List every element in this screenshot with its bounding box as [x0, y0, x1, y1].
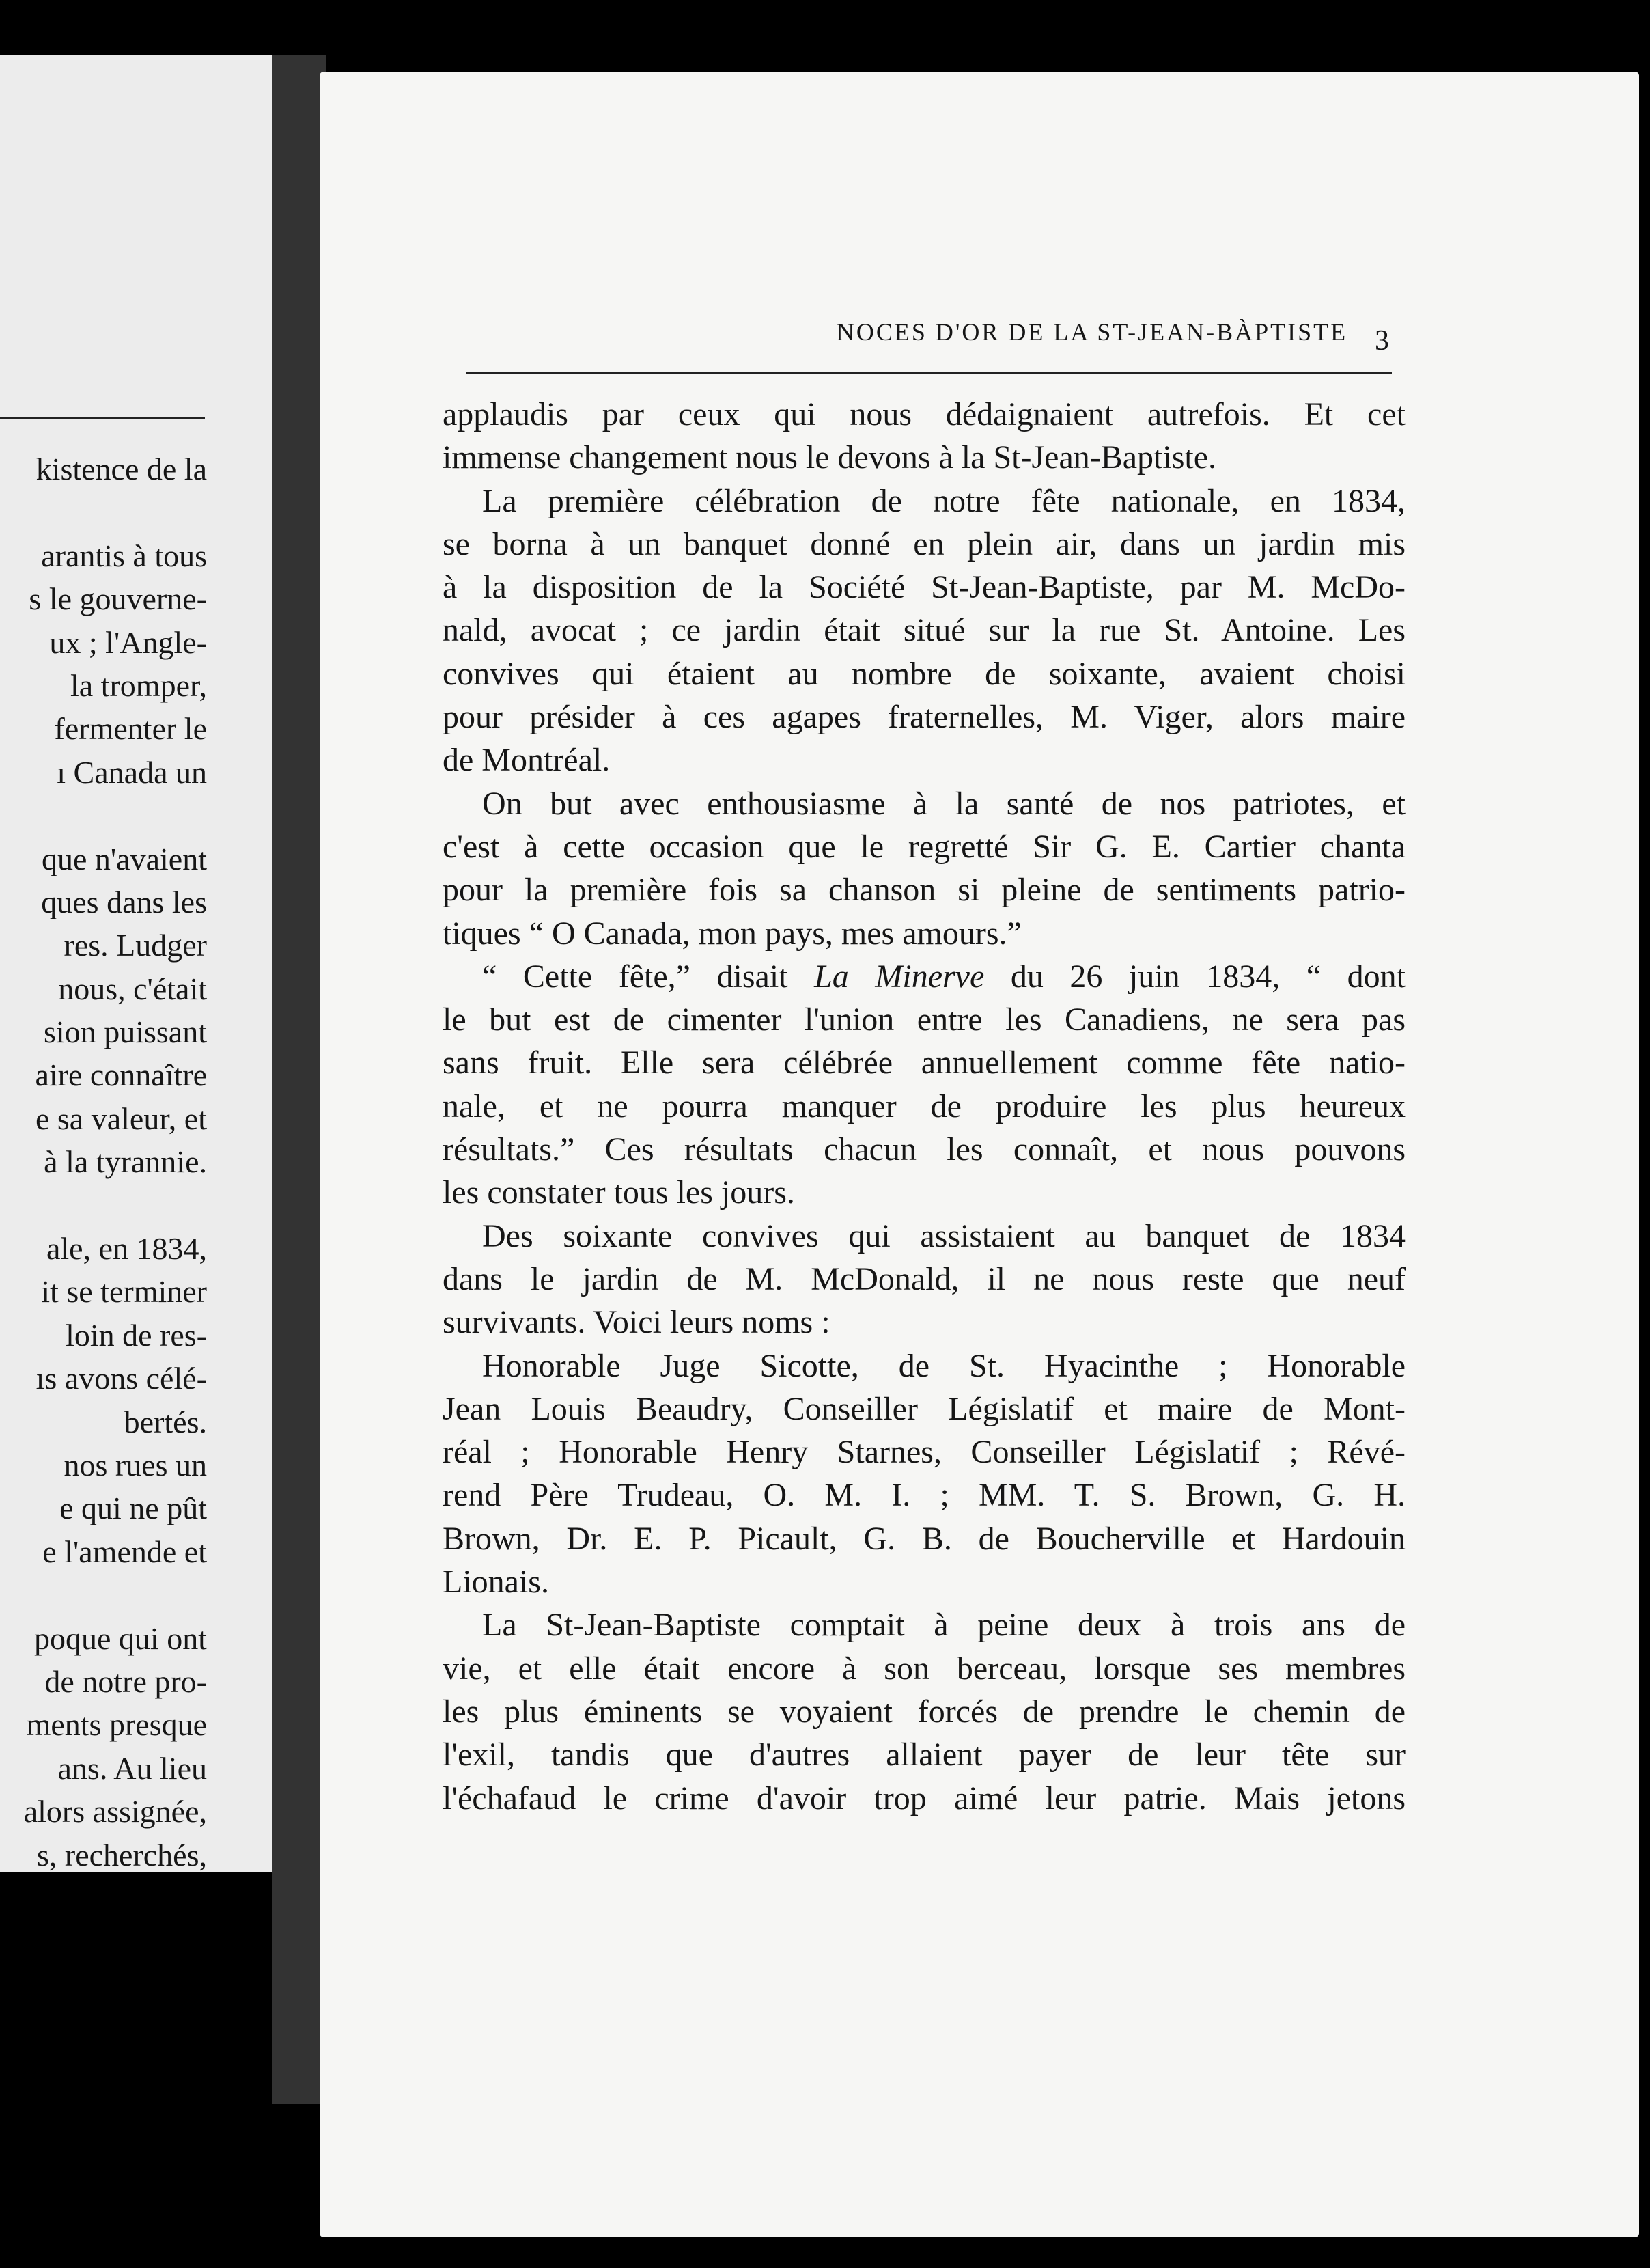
left-page-line: ıs avons célé-: [36, 1361, 207, 1396]
text-line: “ Cette fête,” disait La Minerve du 26 juin 1834, “ dont: [482, 958, 1406, 995]
left-page-line: ans. Au lieu: [57, 1750, 207, 1786]
text-line: sans fruit. Elle sera célébrée annuellement comme fête natio-: [443, 1045, 1406, 1081]
left-page-line: bertés.: [124, 1404, 207, 1439]
left-page-line: arantis à tous: [41, 538, 207, 573]
text-line: La première célébration de notre fête nationale, en 1834,: [482, 482, 1406, 519]
text-line: de Montréal.: [443, 742, 611, 779]
text-line: à la disposition de la Société St-Jean-Baptiste, par M. McDo-: [443, 569, 1406, 606]
header-rule: [466, 372, 1392, 374]
left-page-line: nos rues un: [64, 1447, 207, 1482]
left-page: [0, 55, 294, 1872]
text-line: Jean Louis Beaudry, Conseiller Législatif et maire de Mont-: [443, 1390, 1406, 1427]
text-line: nald, avocat ; ce jardin était situé sur la rue St. Antoine. Les: [443, 612, 1406, 649]
left-page-line: ı Canada un: [57, 754, 207, 790]
text-line: pour présider à ces agapes fraternelles, M. Viger, alors maire: [443, 699, 1406, 736]
text-line: On but avec enthousiasme à la santé de nos patriotes, et: [482, 785, 1406, 822]
text-line: les constater tous les jours.: [443, 1174, 795, 1211]
left-page-line: que n'avaient: [41, 841, 207, 876]
left-page-line: ux ; l'Angle-: [49, 624, 207, 660]
left-page-line: de notre pro-: [44, 1663, 207, 1699]
text-line: résultats.” Ces résultats chacun les connaît, et nous pouvons: [443, 1131, 1406, 1168]
text-line: Brown, Dr. E. P. Picault, G. B. de Boucherville et Hardouin: [443, 1520, 1406, 1557]
text-line: vie, et elle était encore à son berceau, lorsque ses membres: [443, 1650, 1406, 1687]
text-line: Lionais.: [443, 1564, 549, 1601]
left-page-text: [24, 447, 207, 1872]
text-line: Honorable Juge Sicotte, de St. Hyacinthe ; Honorable: [482, 1347, 1406, 1384]
left-page-line: e sa valeur, et: [35, 1101, 207, 1136]
right-page: [320, 72, 1639, 2237]
left-page-line: fermenter le: [54, 711, 207, 747]
left-page-line: s le gouverne-: [29, 581, 207, 617]
text-line: convives qui étaient au nombre de soixante, avaient choisi: [443, 655, 1406, 692]
page-number: 3: [1375, 325, 1389, 357]
left-page-gap: [24, 794, 207, 837]
left-page-line: alors assignée,: [23, 1794, 207, 1829]
left-page-line: ale, en 1834,: [46, 1231, 207, 1267]
left-page-rule: [0, 417, 205, 419]
text-line: immense changement nous le devons à la St-Jean-Baptiste.: [443, 439, 1217, 476]
left-page-line: à la tyrannie.: [44, 1144, 207, 1180]
left-page-line: ments presque: [26, 1707, 207, 1743]
running-head: NOCES D'OR DE LA ST-JEAN-BÀPTISTE: [836, 318, 1348, 346]
text-line: pour la première fois sa chanson si pleine de sentiments patrio-: [443, 872, 1406, 909]
newspaper-title: La Minerve: [814, 958, 985, 995]
left-page-line: res. Ludger: [64, 928, 207, 963]
left-page-line: e qui ne pût: [59, 1491, 207, 1526]
body-text: [443, 393, 1406, 1820]
book-gutter: [272, 55, 326, 2104]
left-page-gap: [24, 1573, 207, 1616]
left-page-line: it se terminer: [41, 1274, 207, 1310]
text-line: nale, et ne pourra manquer de produire les plus heureux: [443, 1088, 1406, 1124]
left-page-line: aire connaître: [35, 1057, 207, 1093]
left-page-line: ques dans les: [41, 884, 207, 919]
text-line: survivants. Voici leurs noms :: [443, 1304, 830, 1341]
left-page-line: loin de res-: [66, 1317, 207, 1353]
left-page-line: e l'amende et: [42, 1534, 207, 1569]
left-page-line: poque qui ont: [34, 1620, 207, 1656]
left-page-line: nous, c'était: [58, 971, 207, 1006]
text-line: La St-Jean-Baptiste comptait à peine deux à trois ans de: [482, 1607, 1406, 1644]
left-page-line: sion puissant: [44, 1014, 207, 1050]
left-page-line: la tromper,: [70, 667, 207, 703]
text-line: Des soixante convives qui assistaient au banquet de 1834: [482, 1217, 1406, 1254]
text-line: applaudis par ceux qui nous dédaignaient autrefois. Et cet: [443, 396, 1406, 432]
left-page-gap: [24, 1184, 207, 1227]
text-line: tiques “ O Canada, mon pays, mes amours.”: [443, 915, 1022, 952]
text-line: c'est à cette occasion que le regretté Sir G. E. Cartier chanta: [443, 828, 1406, 865]
text-line: les plus éminents se voyaient forcés de prendre le chemin de: [443, 1693, 1406, 1730]
left-page-line: s, recherchés,: [36, 1837, 207, 1872]
text-line: l'échafaud le crime d'avoir trop aimé leur patrie. Mais jetons: [443, 1780, 1406, 1816]
text-line: le but est de cimenter l'union entre les Canadiens, ne sera pas: [443, 1001, 1406, 1038]
text-line: dans le jardin de M. McDonald, il ne nous reste que neuf: [443, 1260, 1406, 1297]
text-line: se borna à un banquet donné en plein air, dans un jardin mis: [443, 525, 1406, 562]
text-line: rend Père Trudeau, O. M. I. ; MM. T. S. Brown, G. H.: [443, 1477, 1406, 1514]
text-line: l'exil, tandis que d'autres allaient payer de leur tête sur: [443, 1737, 1406, 1773]
left-page-line: kistence de la: [36, 452, 207, 486]
text-line: réal ; Honorable Henry Starnes, Conseiller Législatif ; Révé-: [443, 1434, 1406, 1471]
left-page-gap: [24, 490, 207, 534]
